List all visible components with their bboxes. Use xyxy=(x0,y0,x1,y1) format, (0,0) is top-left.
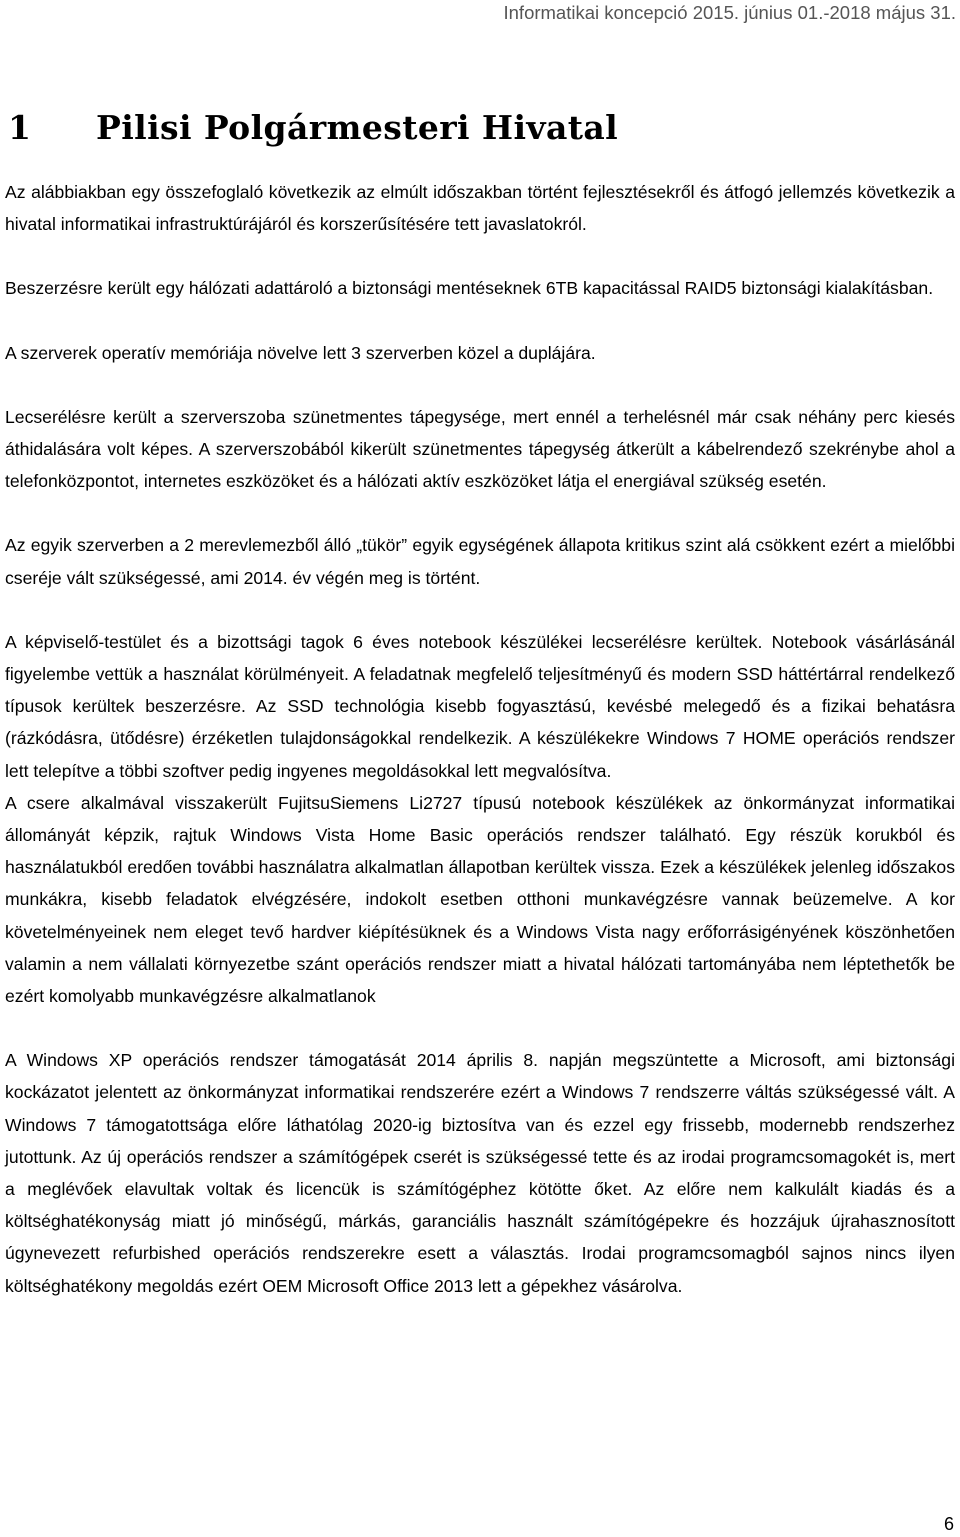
section-number: 1 xyxy=(8,108,32,147)
paragraph-memory: A szerverek operatív memóriája növelve lett 3 szerverben közel a duplájára. xyxy=(5,342,596,363)
section-title xyxy=(8,108,618,147)
document-body xyxy=(5,176,955,1302)
paragraph-intro: Az alábbiakban egy összefoglaló következik az elmúlt időszakban történt fejlesztésekről és átfogó jellemzés következik a hivatal informatikai infrastruktúrájáról és korszerűsítésére tett javaslatokról. xyxy=(5,182,955,235)
page-header: Informatikai koncepció 2015. június 01.-2018 május 31. xyxy=(503,2,956,23)
section-title-text: Pilisi Polgármesteri Hivatal xyxy=(96,108,619,147)
paragraph-ups: Lecserélésre került a szerverszoba szünetmentes tápegysége, mert ennél a terhelésnél már csak néhány perc kiesés áthidalására volt képes. A szerverszobából kikerült szünetmentes tápegység átkerült a kábelrendező szekrénybe ahol a telefonközpontot, internetes eszközöket és a hálózati aktív eszközöket látja el energiával szükség esetén. xyxy=(5,406,955,492)
paragraph-storage: Beszerzésre került egy hálózati adattároló a biztonsági mentéseknek 6TB kapacitással RAID5 biztonsági kialakításban. xyxy=(5,278,934,299)
page-number: 6 xyxy=(943,1514,954,1534)
paragraph-legacy-notebooks: A csere alkalmával visszakerült FujitsuSiemens Li2727 típusú notebook készülékek az önkormányzat informatikai állományát képzik, rajtuk Windows Vista Home Basic operációs rendszer található. Egy részük korukból és használatukból eredően további használatra alkalmatlan állapotban kerültek vissza. Ezek a készülékek jelenleg időszakos munkákra, kisebb feladatok elvégzésére, indokolt esetben otthoni munkavégzésre vannak beüzemelve. A kor követelményeinek nem eleget tevő hardver kiépítésüknek és a Windows Vista nagy erőforrásigényének köszönhetően valamin a nem vállalati környezetbe szánt operációs rendszer miatt a hivatal hálózati tartományába nem léptethetők be ezért komolyabb munkavégzésre alkalmatlanok xyxy=(5,792,955,1007)
paragraph-windows-xp: A Windows XP operációs rendszer támogatását 2014 április 8. napján megszüntette a Microsoft, ami biztonsági kockázatot jelentett az önkormányzat informatikai rendszerére ezért a Windows 7 rendszerre váltás szükségessé vált. A Windows 7 támogatottsága előre láthatólag 2020-ig biztosítva van és ezzel egy frissebb, modernebb rendszerhez jutottunk. Az új operációs rendszer a számítógépek cserét is szükségessé tette és az irodai programcsomagokét is, mert a meglévőek elavultak voltak és licencük is számítógéphez kötötte őket. Az előre nem kalkulált kiadás és a költséghatékonyság miatt jó minőségű, márkás, garanciális használt számítógépekre és hozzájuk újrahasznosított úgynevezett refurbished operációs rendszerekre esett a választás. Irodai programcsomagból sajnos nincs ilyen költséghatékony megoldás ezért OEM Microsoft Office 2013 lett a gépekhez vásárolva. xyxy=(5,1050,955,1296)
paragraph-disk: Az egyik szerverben a 2 merevlemezből álló „tükör” egyik egységének állapota kritikus szint alá csökkent ezért a mielőbbi cseréje vált szükségessé, ami 2014. év végén meg is történt. xyxy=(5,535,955,588)
paragraph-notebooks: A képviselő-testület és a bizottsági tagok 6 éves notebook készülékei lecserélésre kerültek. Notebook vásárlásánál figyelembe vettük a használat körülményeit. A feladatnak megfelelő teljesítményű és modern SSD háttértárral rendelkező típusok kerültek beszerzésre. Az SSD technológia kisebb fogyasztású, kevésbé melegedő és a fizikai behatásra (rázkódásra, ütődésre) érzéketlen tulajdonságokkal rendelkezik. A készülékekre Windows 7 HOME operációs rendszer lett telepítve a többi szoftver pedig ingyenes megoldásokkal lett megvalósítva. xyxy=(5,631,955,781)
